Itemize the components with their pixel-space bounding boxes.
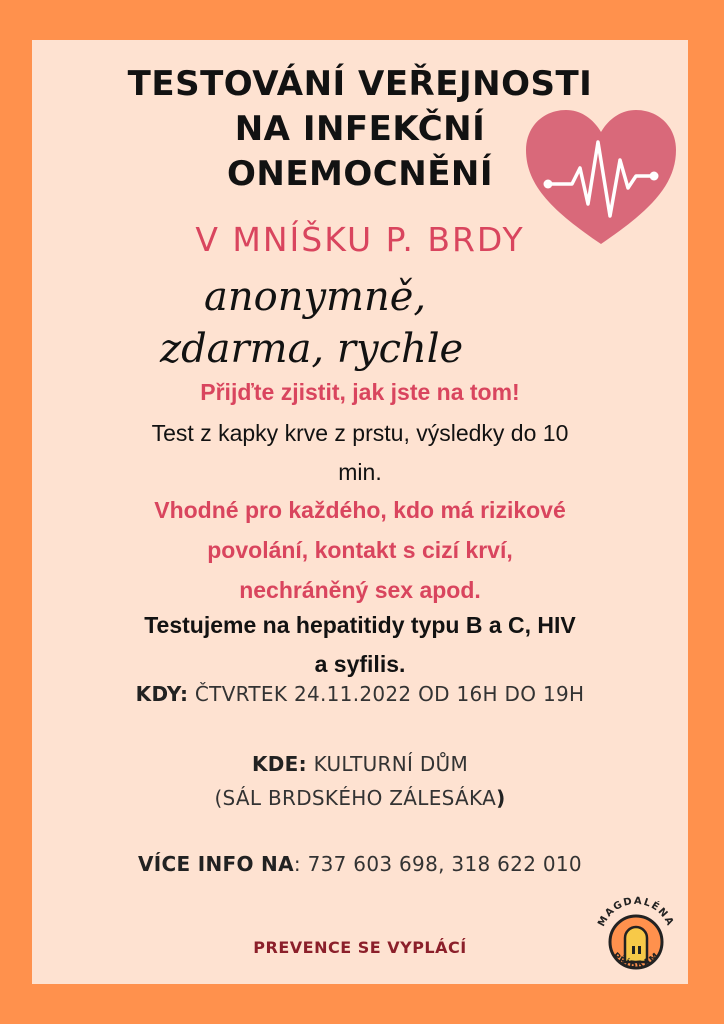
where-hall: (SÁL BRDSKÉHO ZÁLESÁKA — [214, 786, 497, 810]
title-line-3: ONEMOCNĚNÍ — [226, 154, 494, 194]
title-line-2: NA INFEKČNÍ — [234, 109, 486, 149]
when-value: ČTVRTEK 24.11.2022 OD 16H DO 19H — [188, 682, 585, 706]
when-label: KDY: — [135, 682, 189, 706]
suitable-for-line-3: nechráněný sex apod. — [239, 577, 481, 603]
test-description — [92, 414, 628, 492]
test-description-line-2: min. — [338, 459, 382, 485]
logo-top-text: MAGDALÉNA — [596, 895, 676, 929]
footer-slogan: PREVENCE SE VYPLÁCÍ — [253, 938, 467, 957]
testing-scope-line-1: Testujeme na hepatitidy typu B a C, HIV — [144, 612, 576, 638]
where-info — [32, 748, 688, 780]
magdalena-logo — [588, 886, 684, 982]
poster — [32, 40, 688, 984]
contact-phones: : 737 603 698, 318 622 010 — [293, 852, 582, 876]
location-heading: V MNÍŠKU P. BRDY — [195, 220, 525, 259]
contact-label: VÍCE INFO NA — [138, 852, 294, 876]
when-info — [32, 678, 688, 710]
where-value: KULTURNÍ DŮM — [306, 752, 469, 776]
tagline-line-1: anonymně, — [204, 274, 427, 320]
test-description-line-1: Test z kapky krve z prstu, výsledky do 10 — [151, 420, 569, 446]
where-info-line-2 — [32, 782, 688, 814]
title-line-1: TESTOVÁNÍ VEŘEJNOSTI — [127, 64, 593, 104]
logo-bottom-text: PŘÍBRAM — [610, 951, 662, 971]
suitable-for-line-1: Vhodné pro každého, kdo má rizikové — [154, 497, 566, 523]
testing-scope-line-2: a syfilis. — [314, 651, 406, 677]
where-hall-close: ) — [496, 786, 506, 810]
suitable-for-line-2: povolání, kontakt s cizí krví, — [207, 537, 513, 563]
where-label: KDE: — [251, 752, 307, 776]
contact-info — [32, 848, 688, 880]
call-to-action: Přijďte zjistit, jak jste na tom! — [200, 379, 520, 405]
suitable-for — [82, 490, 638, 610]
testing-scope — [72, 606, 648, 684]
tagline-line-2: zdarma, rychle — [160, 326, 464, 372]
